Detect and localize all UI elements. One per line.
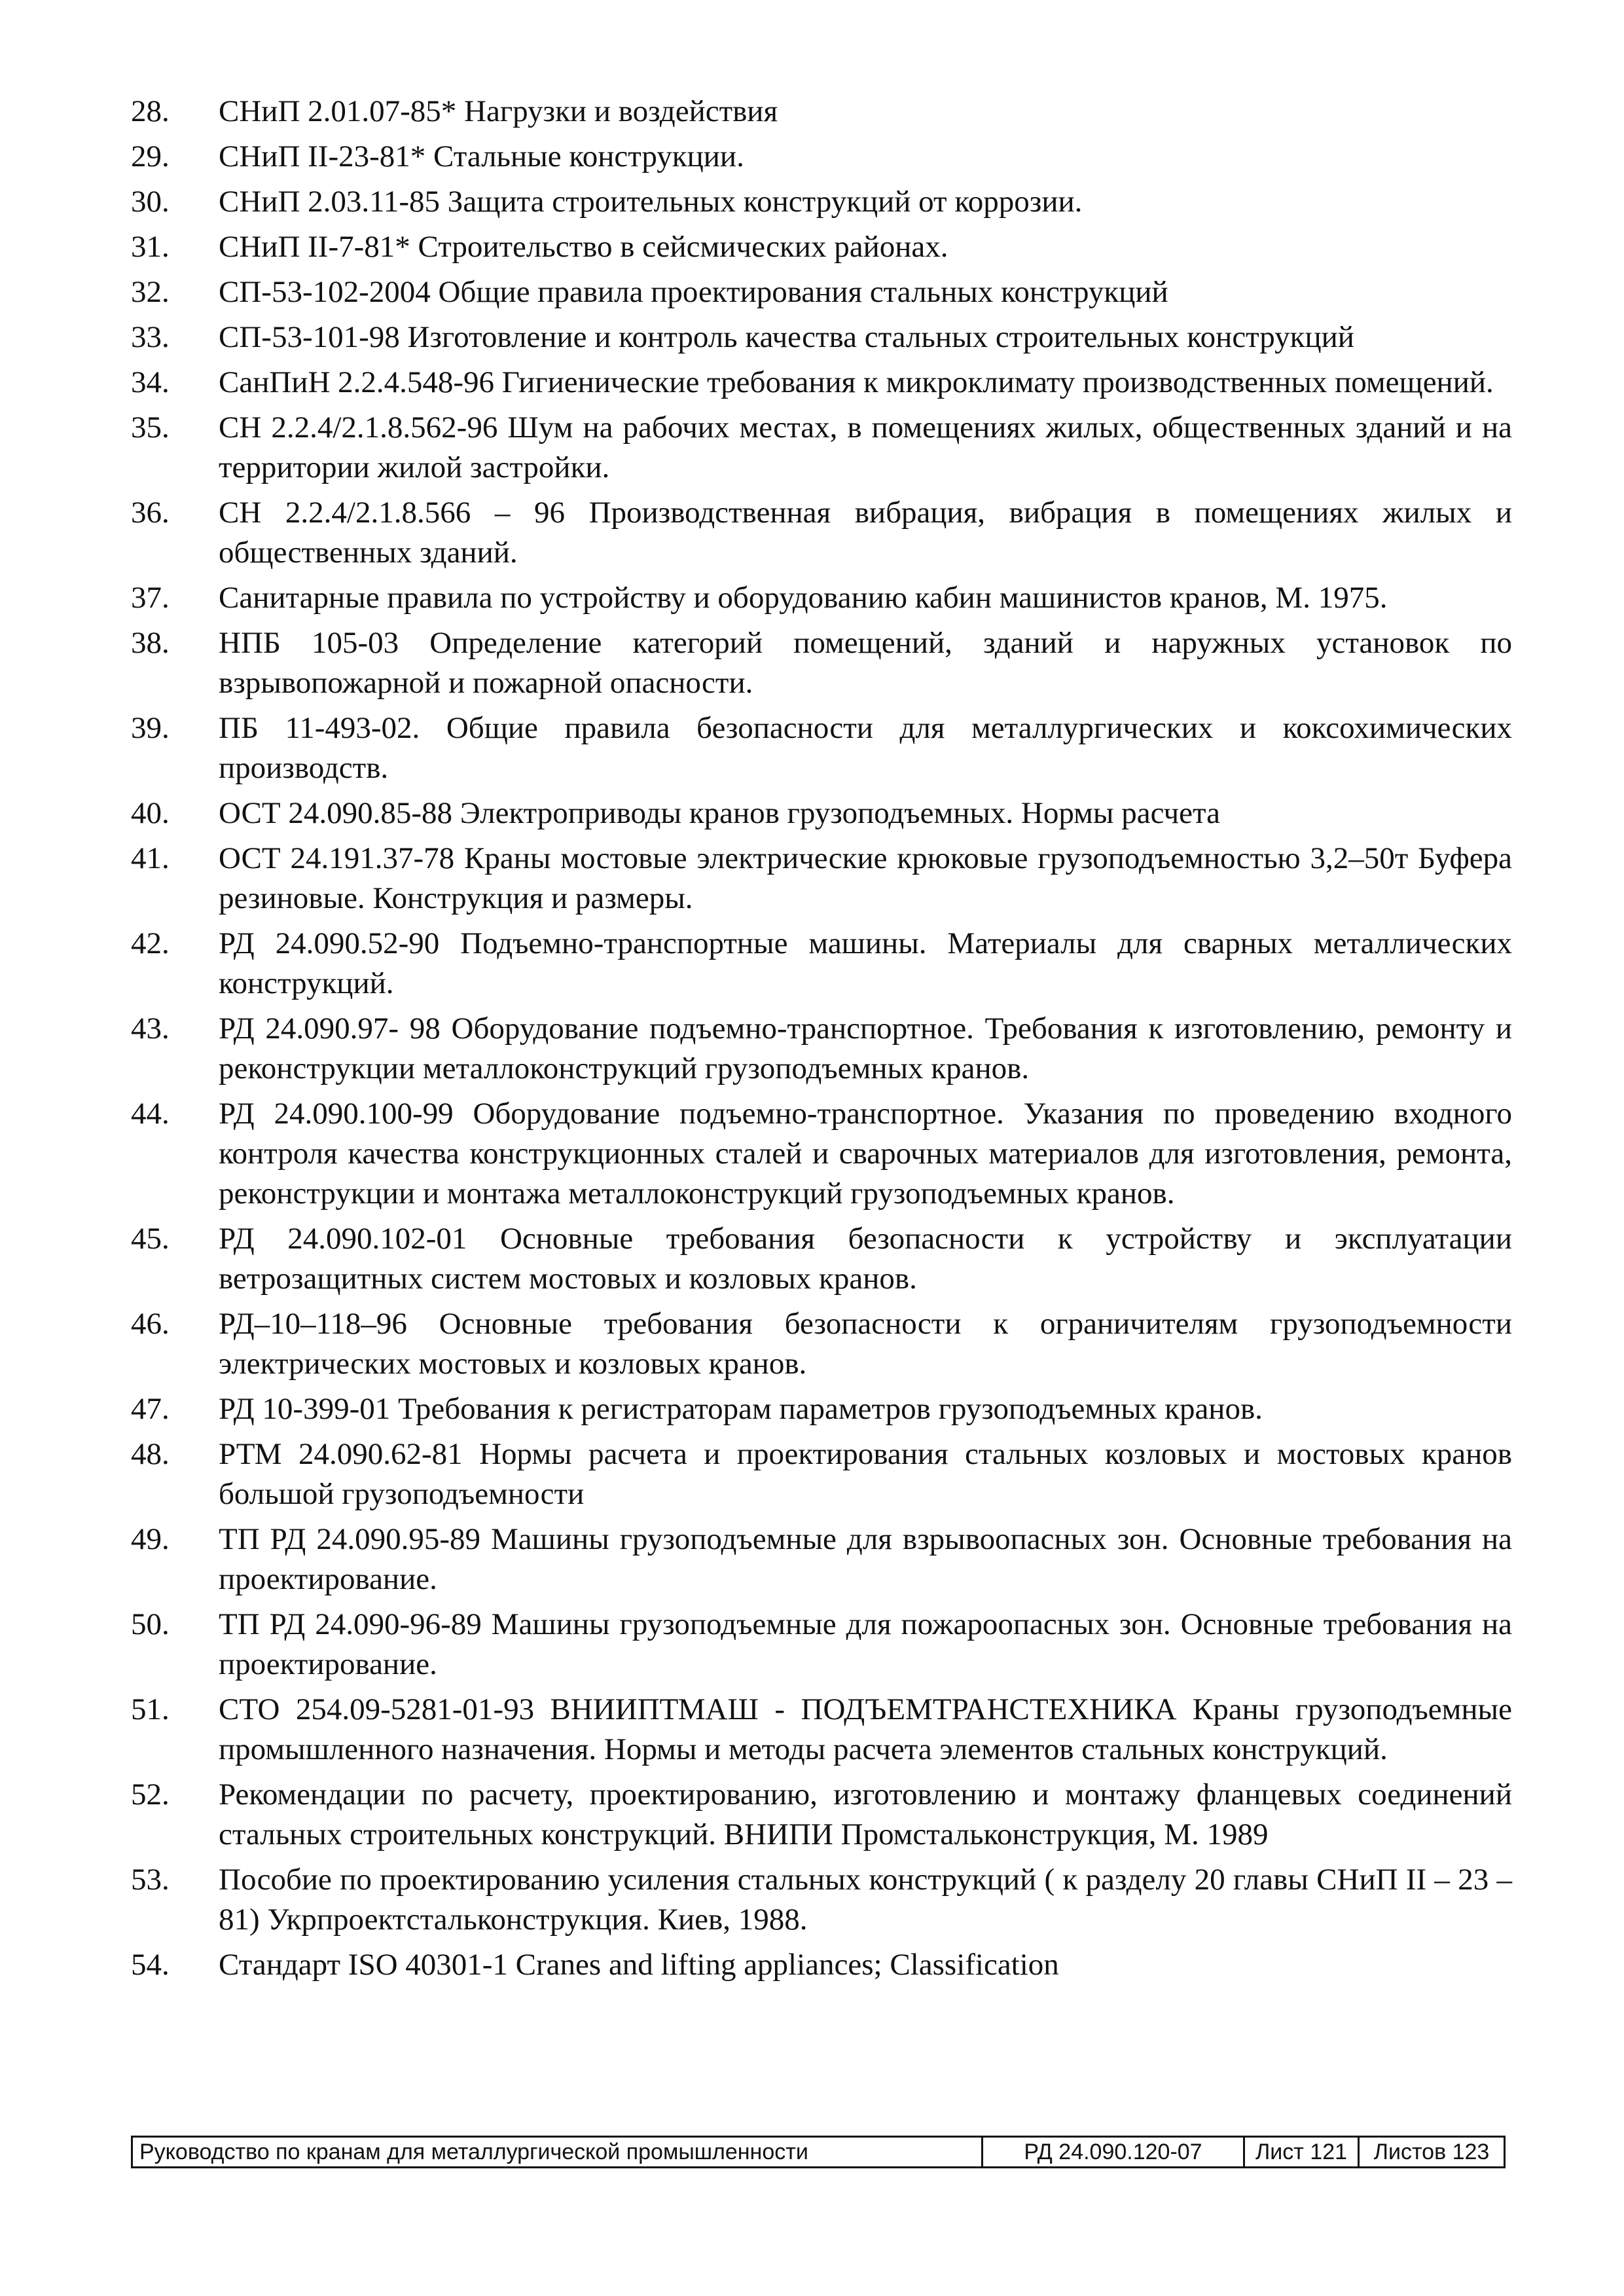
- reference-item: [131, 227, 1512, 267]
- reference-item: [131, 839, 1512, 919]
- reference-item: [131, 272, 1512, 312]
- reference-text: РД 10-399-01 Требования к регистраторам параметров грузоподъемных кранов.: [219, 1392, 1263, 1426]
- reference-text: ОСТ 24.191.37-78 Краны мостовые электрические крюковые грузоподъемностью 3,2–50т Буфера резиновые. Конструкция и размеры.: [219, 841, 1512, 915]
- reference-text: РД 24.090.102-01 Основные требования безопасности к устройству и эксплуатации ветрозащитных систем мостовых и козловых кранов.: [219, 1222, 1512, 1296]
- reference-text: НПБ 105-03 Определение категорий помещений, зданий и наружных установок по взрывопожарной и пожарной опасности.: [219, 626, 1512, 700]
- reference-item: [131, 182, 1512, 222]
- reference-number: 36.: [131, 496, 170, 530]
- footer-sheet-number: Лист 121: [1245, 2138, 1360, 2166]
- reference-number: 33.: [131, 320, 170, 354]
- reference-item: [131, 1605, 1512, 1685]
- reference-text: СН 2.2.4/2.1.8.562-96 Шум на рабочих местах, в помещениях жилых, общественных зданий и на территории жилой застройки.: [219, 410, 1512, 484]
- reference-number: 35.: [131, 410, 170, 445]
- reference-item: [131, 1690, 1512, 1770]
- reference-item: [131, 1945, 1512, 1985]
- reference-text: СНиП II-23-81* Стальные конструкции.: [219, 139, 744, 173]
- reference-text: ТП РД 24.090-96-89 Машины грузоподъемные для пожароопасных зон. Основные требования на проектирование.: [219, 1607, 1512, 1681]
- reference-number: 42.: [131, 926, 170, 960]
- reference-item: [131, 793, 1512, 833]
- reference-item: [131, 708, 1512, 788]
- reference-number: 48.: [131, 1437, 170, 1471]
- reference-number: 46.: [131, 1307, 170, 1341]
- reference-item: [131, 1860, 1512, 1940]
- reference-item: [131, 1304, 1512, 1384]
- reference-list: [131, 92, 1512, 1990]
- reference-number: 47.: [131, 1392, 170, 1426]
- reference-item: [131, 92, 1512, 132]
- reference-text: СП-53-102-2004 Общие правила проектирования стальных конструкций: [219, 275, 1168, 309]
- reference-number: 31.: [131, 230, 170, 264]
- reference-item: [131, 408, 1512, 488]
- reference-number: 38.: [131, 626, 170, 660]
- reference-text: СНиП II-7-81* Строительство в сейсмических районах.: [219, 230, 948, 264]
- footer-document-title: Руководство по кранам для металлургической промышленности: [133, 2138, 983, 2166]
- reference-item: [131, 493, 1512, 573]
- reference-text: СП-53-101-98 Изготовление и контроль качества стальных строительных конструкций: [219, 320, 1354, 354]
- reference-text: СТО 254.09-5281-01-93 ВНИИПТМАШ - ПОДЪЕМТРАНСТЕХНИКА Краны грузоподъемные промышленного назначения. Нормы и методы расчета элементов стальных конструкций.: [219, 1692, 1512, 1766]
- reference-text: Рекомендации по расчету, проектированию, изготовлению и монтажу фланцевых соединений стальных строительных конструкций. ВНИПИ Промстальконструкция, М. 1989: [219, 1777, 1512, 1851]
- reference-number: 34.: [131, 365, 170, 399]
- reference-text: СНиП 2.01.07-85* Нагрузки и воздействия: [219, 94, 778, 128]
- reference-item: [131, 1434, 1512, 1514]
- reference-item: [131, 1520, 1512, 1599]
- reference-number: 28.: [131, 94, 170, 128]
- reference-number: 30.: [131, 185, 170, 219]
- reference-number: 39.: [131, 711, 170, 745]
- reference-text: ПБ 11-493-02. Общие правила безопасности для металлургических и коксохимических производств.: [219, 711, 1512, 785]
- reference-number: 51.: [131, 1692, 170, 1726]
- reference-item: [131, 363, 1512, 403]
- reference-number: 49.: [131, 1522, 170, 1556]
- reference-item: [131, 1775, 1512, 1855]
- reference-text: СанПиН 2.2.4.548-96 Гигиенические требования к микроклимату производственных помещений.: [219, 365, 1494, 399]
- reference-number: 50.: [131, 1607, 170, 1641]
- reference-item: [131, 1219, 1512, 1299]
- reference-text: РД 24.090.52-90 Подъемно-транспортные машины. Материалы для сварных металлических конструкций.: [219, 926, 1512, 1000]
- footer-document-code: РД 24.090.120-07: [983, 2138, 1245, 2166]
- reference-item: [131, 1009, 1512, 1089]
- reference-text: ТП РД 24.090.95-89 Машины грузоподъемные для взрывоопасных зон. Основные требования на проектирование.: [219, 1522, 1512, 1596]
- reference-number: 45.: [131, 1222, 170, 1256]
- reference-item: [131, 137, 1512, 177]
- reference-number: 52.: [131, 1777, 170, 1812]
- reference-text: Пособие по проектированию усиления стальных конструкций ( к разделу 20 главы СНиП II – 23 – 81) Укрпроектстальконструкция. Киев, 1988.: [219, 1863, 1512, 1937]
- reference-item: [131, 578, 1512, 618]
- reference-text: РД 24.090.100-99 Оборудование подъемно-транспортное. Указания по проведению входного контроля качества конструкционных сталей и сварочных материалов для изготовления, ремонта, реконструкции и монтажа металлоконструкций грузоподъемных кранов.: [219, 1097, 1512, 1211]
- reference-text: РД 24.090.97- 98 Оборудование подъемно-транспортное. Требования к изготовлению, ремонту и реконструкции металлоконструкций грузоподъемных кранов.: [219, 1011, 1512, 1085]
- reference-item: [131, 623, 1512, 703]
- reference-text: ОСТ 24.090.85-88 Электроприводы кранов грузоподъемных. Нормы расчета: [219, 796, 1220, 830]
- reference-text: РД–10–118–96 Основные требования безопасности к ограничителям грузоподъемности электрических мостовых и козловых кранов.: [219, 1307, 1512, 1381]
- reference-number: 32.: [131, 275, 170, 309]
- reference-number: 41.: [131, 841, 170, 875]
- reference-number: 40.: [131, 796, 170, 830]
- reference-item: [131, 318, 1512, 357]
- reference-number: 53.: [131, 1863, 170, 1897]
- reference-text: Санитарные правила по устройству и оборудованию кабин машинистов кранов, М. 1975.: [219, 581, 1388, 615]
- reference-number: 54.: [131, 1948, 170, 1982]
- reference-text: Стандарт ISO 40301-1 Cranes and lifting appliances; Classification: [219, 1948, 1059, 1982]
- reference-number: 37.: [131, 581, 170, 615]
- reference-number: 29.: [131, 139, 170, 173]
- reference-text: СНиП 2.03.11-85 Защита строительных конструкций от коррозии.: [219, 185, 1083, 219]
- title-block-footer: [131, 2136, 1506, 2168]
- footer-sheets-total: Листов 123: [1373, 2140, 1490, 2164]
- reference-number: 43.: [131, 1011, 170, 1046]
- reference-item: [131, 924, 1512, 1004]
- reference-item: [131, 1389, 1512, 1429]
- reference-text: РТМ 24.090.62-81 Нормы расчета и проектирования стальных козловых и мостовых кранов большой грузоподъемности: [219, 1437, 1512, 1511]
- reference-number: 44.: [131, 1097, 170, 1131]
- reference-item: [131, 1094, 1512, 1214]
- reference-text: СН 2.2.4/2.1.8.566 – 96 Производственная вибрация, вибрация в помещениях жилых и общественных зданий.: [219, 496, 1512, 570]
